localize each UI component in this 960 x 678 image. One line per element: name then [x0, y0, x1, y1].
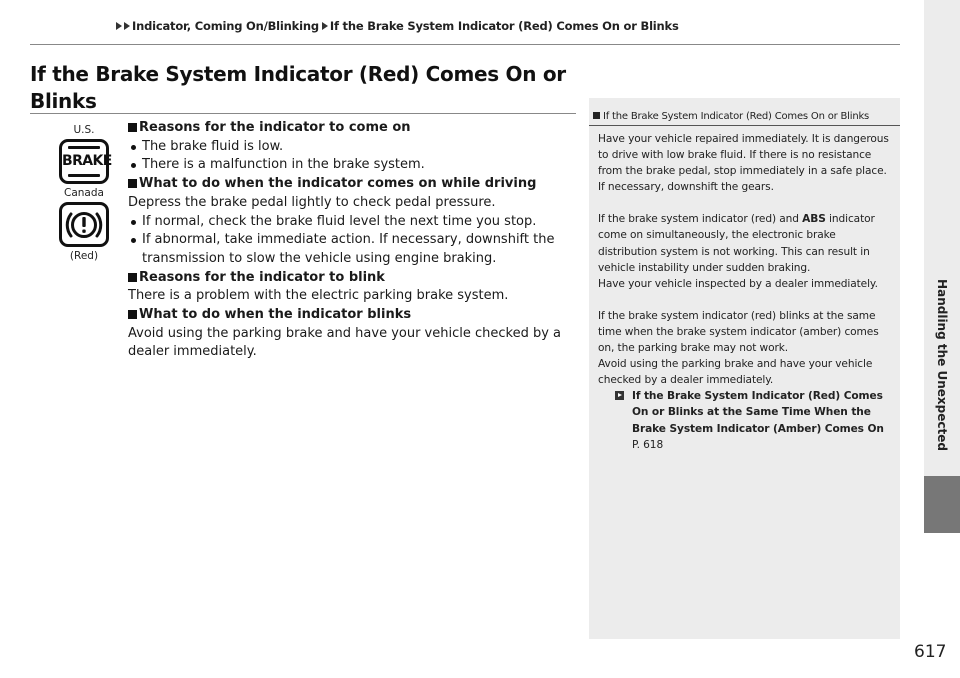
note-paragraph: Have your vehicle repaired immediately. It is dangerous to drive with low brake fluid. If there is no resistance from the brake pedal, stop immediately in a safe place. If necessary, downshift the gears.	[598, 133, 889, 194]
header-divider	[30, 44, 900, 45]
note-header	[593, 111, 869, 122]
page-title: If the Brake System Indicator (Red) Comes On or Blinks	[30, 62, 566, 113]
paragraph: Depress the brake pedal lightly to check pedal pressure.	[128, 194, 496, 210]
cross-reference-icon	[615, 391, 624, 400]
section-heading: Reasons for the indicator to blink	[128, 269, 578, 288]
region-label-us: U.S.	[73, 124, 95, 136]
note-paragraph	[598, 211, 894, 275]
section-heading: Reasons for the indicator to come on	[128, 119, 578, 138]
chapter-tab-marker	[924, 476, 960, 533]
cross-reference-title[interactable]: If the Brake System Indicator (Red) Comes On or Blinks at the Same Time When the Brake System Indicator (Amber) Comes On	[632, 390, 884, 435]
main-content	[128, 119, 578, 362]
indicator-icons	[52, 124, 116, 263]
note-text: If the brake system indicator (red) and	[598, 213, 803, 226]
section-heading: What to do when the indicator blinks	[128, 306, 578, 325]
brake-icon-text: BRAKE	[62, 153, 112, 169]
chapter-tab-label[interactable]: Handling the Unexpected	[935, 279, 949, 451]
brake-warning-icon	[59, 202, 109, 247]
exclamation-circle-icon	[65, 207, 103, 243]
cross-reference-link[interactable]	[598, 388, 894, 452]
breadcrumb-item-current: If the Brake System Indicator (Red) Comes On or Blinks	[329, 19, 679, 33]
breadcrumb-arrow-icon	[116, 22, 122, 30]
list-item: If normal, check the brake fluid level the next time you stop.	[128, 213, 578, 232]
note-paragraph: Have your vehicle inspected by a dealer immediately.	[598, 277, 878, 290]
cross-reference-page[interactable]: P. 618	[632, 438, 664, 451]
list-item: If abnormal, take immediate action. If necessary, downshift the transmission to slow the vehicle using engine braking.	[128, 231, 578, 268]
note-paragraph: If the brake system indicator (red) blinks at the same time when the brake system indicator (amber) comes on, the parking brake may not work.	[598, 309, 879, 355]
note-body	[598, 131, 894, 453]
list-item: The brake fluid is low.	[128, 138, 578, 157]
note-header-text: If the Brake System Indicator (Red) Comes On or Blinks	[603, 111, 870, 122]
note-paragraph: Avoid using the parking brake and have your vehicle checked by a dealer immediately.	[598, 358, 873, 387]
brake-indicator-icon	[59, 139, 112, 184]
paragraph: Avoid using the parking brake and have your vehicle checked by a dealer immediately.	[128, 325, 562, 360]
breadcrumb	[116, 19, 679, 33]
section-heading: What to do when the indicator comes on while driving	[128, 175, 578, 194]
breadcrumb-arrow-icon	[124, 22, 130, 30]
note-divider	[589, 125, 900, 126]
breadcrumb-item[interactable]: Indicator, Coming On/Blinking	[132, 19, 319, 33]
page-number: 617	[914, 642, 947, 662]
list-item: There is a malfunction in the brake system.	[128, 156, 578, 175]
abs-label: ABS	[802, 213, 826, 226]
title-divider	[30, 113, 576, 114]
region-label-canada: Canada	[64, 187, 104, 199]
note-text: indicator come on simultaneously, the electronic brake distribution system is not working. This can result in vehicle instability under sudden braking.	[598, 213, 875, 274]
note-marker-icon	[593, 112, 600, 119]
paragraph: There is a problem with the electric parking brake system.	[128, 288, 509, 304]
breadcrumb-arrow-icon	[322, 22, 328, 30]
region-label-red: (Red)	[69, 250, 99, 262]
